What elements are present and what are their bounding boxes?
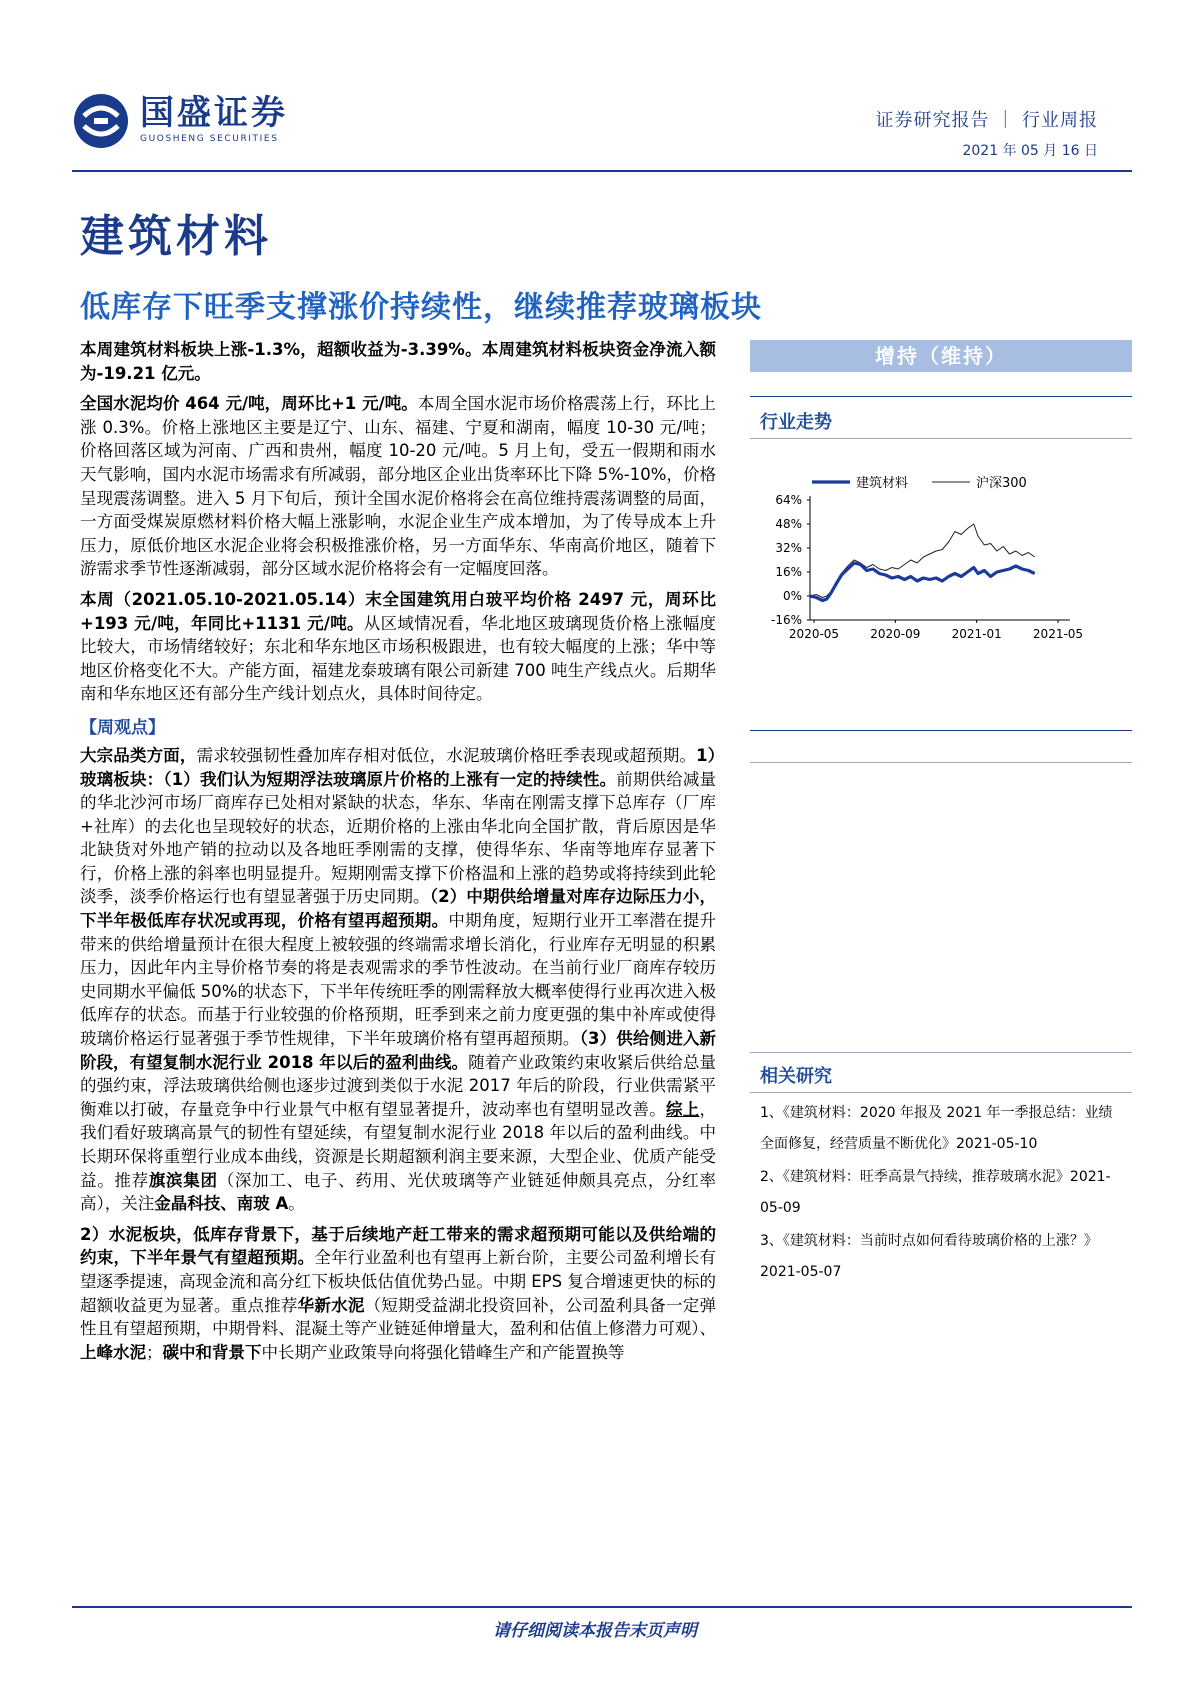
rating-badge: 增持（维持） bbox=[750, 340, 1132, 372]
view-text-6: （深加工、电子、药用、光伏玻璃等产业链延伸颇具亮点，分红率高），关注 bbox=[80, 1170, 717, 1214]
recommended-stock-2: 华新水泥 bbox=[297, 1295, 365, 1315]
footer-divider bbox=[72, 1606, 1132, 1608]
view-text-5: ，我们看好玻璃高景气的韧性有望延续，有望复制水泥行业 2018 年以后的盈利曲线。中长期环保将重塑行业成本曲线，资源是长期超额利润主要来源，大型企业、优质产能受益。推荐 bbox=[80, 1099, 717, 1190]
cement-price-highlight: 全国水泥均价 464 元/吨，周环比+1 元/吨。 bbox=[80, 394, 418, 414]
report-type: 证券研究报告 ｜ 行业周报 bbox=[875, 110, 1098, 131]
related-item[interactable]: 2、《建筑材料：旺季高景气持续，推荐玻璃水泥》2021-05-09 bbox=[760, 1169, 1111, 1216]
view-bold-3: （3）供给侧进入新阶段，有望复制水泥行业 2018 年以后的盈利曲线。 bbox=[80, 1029, 717, 1072]
brand-name-en: GUOSHENG SECURITIES bbox=[140, 134, 279, 144]
cement-view-text-4: 中长期产业政策导向将强化错峰生产和产能置换等 bbox=[261, 1342, 625, 1362]
view-conclusion-label: 综上 bbox=[666, 1099, 700, 1119]
related-title: 相关研究 bbox=[760, 1066, 832, 1087]
x-tick-label: 2020-09 bbox=[870, 627, 921, 641]
y-tick-label: -16% bbox=[770, 613, 802, 627]
guosheng-logo-icon bbox=[72, 92, 130, 150]
main-column bbox=[80, 338, 716, 1371]
trend-under-rule bbox=[750, 438, 1132, 439]
watch-stocks: 金晶科技、南玻 A bbox=[154, 1194, 289, 1214]
glass-paragraph bbox=[80, 588, 716, 706]
chart-bottom-rule bbox=[750, 730, 1132, 731]
carbon-neutral-label: 碳中和背景下 bbox=[162, 1342, 262, 1362]
industry-trend-chart bbox=[752, 470, 1122, 670]
cement-view-paragraph bbox=[80, 1223, 716, 1365]
related-under-rule bbox=[750, 1092, 1132, 1093]
related-research-list bbox=[760, 1098, 1120, 1288]
brand-name-cn: 国盛证券 bbox=[140, 93, 288, 133]
glass-price-highlight: 本周（2021.05.10-2021.05.14）末全国建筑用白玻平均价格 2497 元，周环比+193 元/吨，年同比+1131 元/吨。 bbox=[80, 589, 716, 633]
view-text-3: 中期角度，短期行业开工率潜在提升带来的供给增量预计在很大程度上被较强的终端需求增长消化，行业库存无明显的积累压力，因此年内主导价格节奏的将是表观需求的季节性波动。在当前行业厂商库存较历史同期水平偏低 50%的状态下，下半年传统旺季的刚需释放大概率使得行业再次进入极低库存的状态。而基于行业较强的价格预期，旺季到来之前力度更强的集中补库或使得玻璃价格运行显著强于季节性规律，下半年玻璃价格有望再超预期。 bbox=[80, 911, 717, 1049]
y-tick-label: 64% bbox=[775, 493, 802, 507]
blank-rule-1 bbox=[750, 762, 1132, 763]
header-divider bbox=[72, 170, 1132, 172]
trend-title: 行业走势 bbox=[760, 412, 832, 433]
view-bold-2: （2）中期供给增量对库存边际压力小，下半年极低库存状况或再现，价格有望再超预期。 bbox=[80, 887, 716, 931]
x-tick-label: 2021-05 bbox=[1032, 627, 1084, 641]
weekly-view-title: 【周观点】 bbox=[80, 717, 165, 738]
cement-view-text-1: 全年行业盈利也有望再上新台阶，主要公司盈利增长有望逐季提速，高现金流和高分红下板块低估值优势凸显。中期 EPS 复合增速更快的标的超额收益更为显著。重点推荐 bbox=[80, 1248, 717, 1315]
y-tick-label: 16% bbox=[775, 565, 802, 579]
legend-label: 建筑材料 bbox=[856, 476, 909, 491]
view-lead: 大宗品类方面， bbox=[80, 745, 197, 765]
view-text-1: 需求较强韧性叠加库存相对低位，水泥玻璃价格旺季表现或超预期。 bbox=[196, 745, 697, 765]
trend-top-rule bbox=[750, 396, 1132, 397]
view-bold-1: 1）玻璃板块：（1）我们认为短期浮法玻璃原片价格的上涨有一定的持续性。 bbox=[80, 745, 717, 789]
cement-view-text-3: ； bbox=[146, 1342, 163, 1362]
brand-block bbox=[140, 92, 288, 144]
recommended-stock-1: 旗滨集团 bbox=[148, 1170, 218, 1190]
view-text-4: 随着产业政策约束收紧后供给总量的强约束，浮法玻璃供给侧也逐步过渡到类似于水泥 2017 年后的阶段，行业供需紧平衡难以打破，存量竞争中行业景气中枢有望显著提升，波动率也有望明显改善。 bbox=[80, 1052, 716, 1119]
series-line-csi300 bbox=[810, 524, 1035, 598]
y-tick-label: 48% bbox=[775, 517, 802, 531]
glass-text: 从区域情况看，华北地区玻璃现货价格上涨幅度比较大，市场情绪较好；东北和华东地区市场积极跟进，也有较大幅度的上涨；华中等地区价格变化不大。产能方面，福建龙泰玻璃有限公司新建 700 吨生产线点火。后期华南和华东地区还有部分生产线计划点火，具体时间待定。 bbox=[80, 613, 717, 704]
report-meta bbox=[876, 106, 1098, 160]
footer-disclaimer: 请仔细阅读本报告末页声明 bbox=[493, 1621, 697, 1641]
report-headline: 低库存下旺季支撑涨价持续性，继续推荐玻璃板块 bbox=[80, 290, 762, 325]
recommended-stock-3: 上峰水泥 bbox=[80, 1342, 146, 1362]
cement-view-text-2: （短期受益湖北投资回补，公司盈利具备一定弹性且有望超预期，中期骨料、混凝土等产业链延伸增量大，盈利和估值上修潜力可观）、 bbox=[80, 1295, 717, 1339]
cement-view-bold: 2）水泥板块，低库存背景下，基于后续地产赶工带来的需求超预期可能以及供给端的约束，下半年景气有望超预期。 bbox=[80, 1224, 716, 1268]
related-item[interactable]: 3、《建筑材料：当前时点如何看待玻璃价格的上涨？》2021-05-07 bbox=[760, 1233, 1098, 1280]
summary-paragraph: 本周建筑材料板块上涨-1.3%，超额收益为-3.39%。本周建筑材料板块资金净流入额为-19.21 亿元。 bbox=[80, 340, 716, 383]
y-tick-label: 0% bbox=[782, 589, 802, 603]
glass-view-paragraph bbox=[80, 744, 716, 1216]
series-line-building-materials bbox=[810, 563, 1035, 601]
view-text-7: 。 bbox=[288, 1194, 305, 1214]
x-tick-label: 2021-01 bbox=[951, 627, 1002, 641]
legend-label: 沪深300 bbox=[976, 476, 1027, 491]
related-top-rule bbox=[750, 1052, 1132, 1053]
cement-paragraph bbox=[80, 392, 716, 581]
y-tick-label: 32% bbox=[775, 541, 802, 555]
cement-text: 本周全国水泥市场价格震荡上行，环比上涨 0.3%。价格上涨地区主要是辽宁、山东、福建、宁夏和湖南，幅度 10-30 元/吨；价格回落区域为河南、广西和贵州，幅度 10-20 元/吨。5 月上旬，受五一假期和雨水天气影响，国内水泥市场需求有所减弱，部分地区企业出货率环比下降 5%-10%，价格呈现震荡调整。进入 5 月下旬后，预计全国水泥价格将会在高位维持震荡调整的局面，一方面受煤炭原燃材料价格大幅上涨影响，水泥企业生产成本增加，为了传导成本上升压力，原低价地区水泥企业将会积极推涨价格，另一方面华东、华南高价地区，随着下游需求季节性逐渐减弱，部分区域水泥价格将会有一定幅度回落。 bbox=[80, 394, 717, 579]
x-tick-label: 2020-05 bbox=[788, 627, 840, 641]
report-date: 2021 年 05 月 16 日 bbox=[962, 143, 1098, 159]
view-text-2: 前期供给减量的华北沙河市场厂商库存已处相对紧缺的状态，华东、华南在刚需支撑下总库存（厂库+社库）的去化也呈现较好的状态，近期价格的上涨由华北向全国扩散，背后原因是华北缺货对外地产销的拉动以及各地旺季刚需的支撑，使得华东、华南等地库存显著下行，价格上涨的斜率也明显提升。短期刚需支撑下价格温和上涨的趋势或将持续到此轮淡季，淡季价格运行也有望显著强于历史同期。 bbox=[80, 769, 717, 907]
sector-title: 建筑材料 bbox=[80, 211, 272, 262]
related-item[interactable]: 1、《建筑材料：2020 年报及 2021 年一季报总结：业绩全面修复，经营质量不断优化》2021-05-10 bbox=[760, 1105, 1113, 1152]
